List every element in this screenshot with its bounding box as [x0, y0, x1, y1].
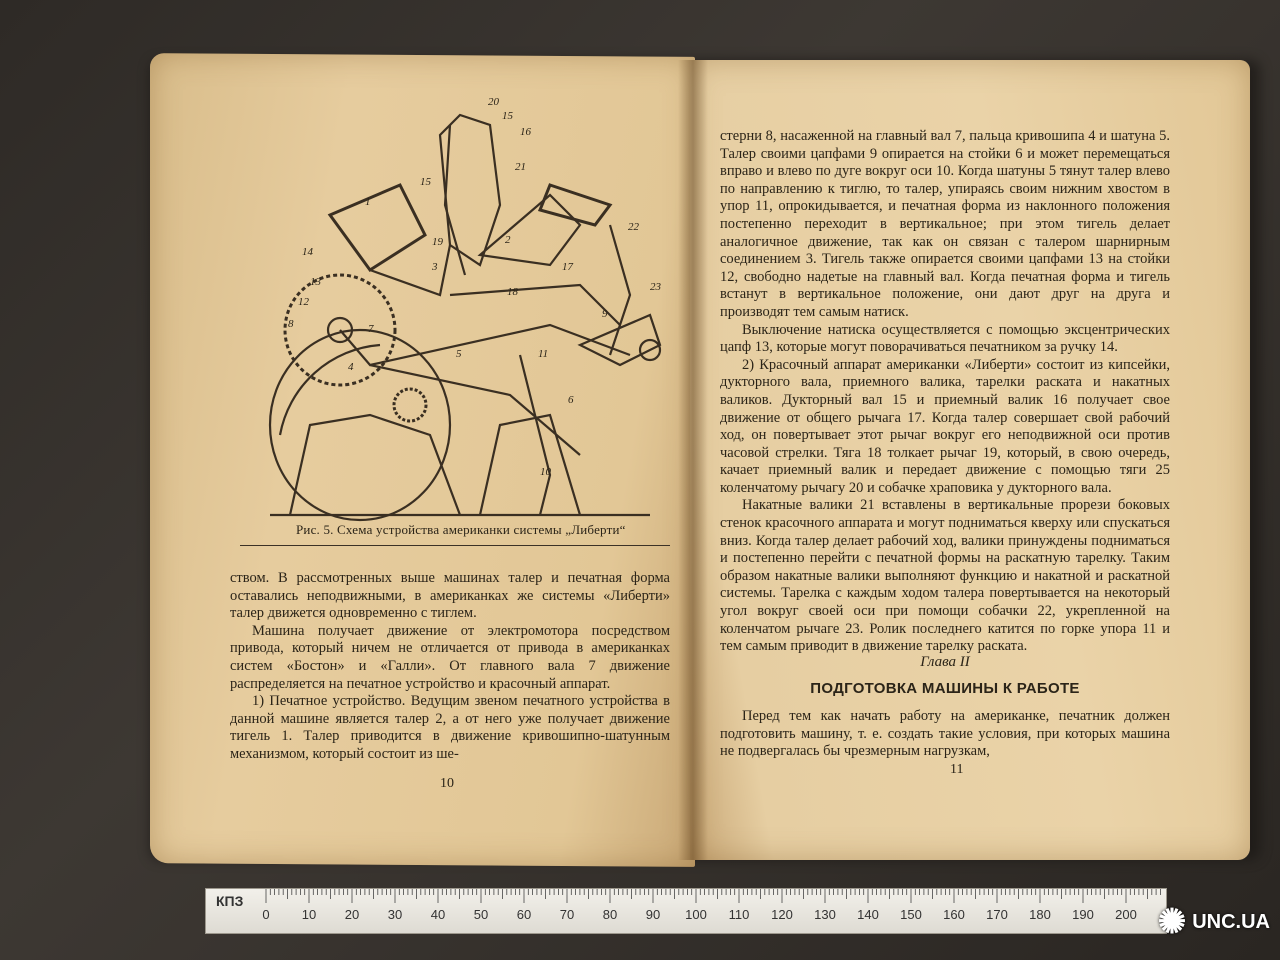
ruler-tick-label: 190 — [1072, 907, 1094, 922]
ruler-tick-label: 20 — [344, 907, 360, 922]
paragraph: Перед тем как начать работу на американке, печатник должен подготовить машину, т. е. создать такие условия, при которых машина не подвергалась бы чрезмерным нагрузкам, — [720, 708, 1170, 760]
paragraph: 1) Печатное устройство. Ведущим звеном печатного устройства в данной машине является талер 2, а от него уже получает движение тигель 1. Талер приводится в движение кривошипно-шатунным механизмом, который состоит из ше- — [230, 693, 670, 762]
fig-label: 13 — [310, 276, 321, 288]
ruler-tick-label: 80 — [602, 907, 618, 922]
ruler-tick-label: 0 — [262, 907, 270, 922]
paragraph: стерни 8, насаженной на главный вал 7, пальца кривошипа 4 и шатуна 5. Талер своими цапфами 9 опирается на стойки 6 и может перемещаться вправо и влево по дуге вокруг оси 10. Когда шатуны 5 тянут талер влево по направлению к тиглю, то талер, упираясь своим нижним хвостом в упор 11, опрокидывается, и печатная форма из наклонного положения постепенно переходит в вертикальное; при этом тигель делает аналогичное движение, так как он связан с талером шарнирным соединением 3. Тигель также опирается своими цапфами 13 на стойки 12, свободно надетые на главный вал. Когда печатная форма и тигель встанут в вертикальное положение, они дают друг на друга и производят тем самым натиск. — [720, 128, 1170, 320]
fig-label: 4 — [348, 361, 354, 373]
fig-label: 10 — [540, 466, 551, 478]
sparkle-icon: ✺ — [1157, 903, 1187, 941]
press-schematic-figure — [250, 95, 670, 535]
fig-label: 18 — [507, 286, 518, 298]
ruler-tick-label: 160 — [943, 907, 965, 922]
ruler-tick-label: 150 — [900, 907, 922, 922]
ruler-tick-label: 170 — [986, 907, 1008, 922]
caption-rule — [240, 545, 670, 546]
chapter-label: Глава II — [920, 654, 970, 670]
left-page-number: 10 — [440, 776, 454, 791]
fig-label: 20 — [488, 96, 499, 108]
fig-label: 23 — [650, 281, 661, 293]
fig-label: 11 — [538, 348, 549, 360]
fig-label: 2 — [505, 234, 511, 246]
book-gutter — [678, 60, 708, 860]
fig-label: 6 — [568, 394, 574, 406]
fig-label: 1 — [365, 196, 371, 208]
paragraph: Машина получает движение от электромотора посредством привода, который ничем не отличается от привода в американках систем «Бостон» и «Галли». От главного вала 7 движение распределяется на печатное устройство и красочный аппарат. — [230, 622, 670, 692]
ruler-tick-label: 40 — [430, 907, 446, 922]
ruler-tick-label: 110 — [728, 907, 750, 922]
fig-label: 5 — [456, 348, 462, 360]
fig-label: 15 — [420, 176, 431, 188]
chapter-heading: ПОДГОТОВКА МАШИНЫ К РАБОТЕ — [810, 680, 1080, 697]
fig-label: 17 — [562, 261, 573, 273]
fig-label: 22 — [628, 221, 639, 233]
ruler-tick-label: 60 — [516, 907, 532, 922]
fig-label: 16 — [520, 126, 531, 138]
ruler-tick-label: 10 — [301, 907, 317, 922]
fig-label: 14 — [302, 246, 313, 258]
ruler-tick-label: 100 — [685, 907, 707, 922]
ruler-tick-label: 140 — [857, 907, 879, 922]
right-page-number: 11 — [950, 762, 964, 777]
ruler-tick-label: 90 — [645, 907, 661, 922]
ruler-tick-label: 130 — [814, 907, 836, 922]
ruler-tick-label: 30 — [387, 907, 403, 922]
ruler-tick-label: 50 — [473, 907, 489, 922]
right-page-text — [720, 128, 1170, 656]
fig-label: 3 — [432, 261, 438, 273]
ruler-brand: КПЗ — [216, 893, 244, 909]
paragraph: 2) Красочный аппарат американки «Либерти» состоит из кипсейки, дукторного вала, приемного валика, тарелки раската и накатных валиков. Дукторный вал 15 и приемный валик 16 получает свое движение от общего рычага 17. Когда талер совершает свой рабочий ход, он повертывает этот рычаг вокруг его неподвижной оси против часовой стрелки. Тяга 18 толкает рычаг 19, который, в свою очередь, качает приемный валик и передает движение с помощью тяги 25 коленчатому рычагу 20 и собачке храповика у дукторного вала. — [720, 356, 1170, 496]
figure-caption: Рис. 5. Схема устройства американки системы „Либерти“ — [296, 522, 626, 537]
fig-label: 21 — [515, 161, 526, 173]
fig-label: 12 — [298, 296, 309, 308]
fig-label: 8 — [288, 318, 294, 330]
fig-label: 9 — [602, 308, 608, 320]
paragraph: Накатные валики 21 вставлены в вертикальные прорези боковых стенок красочного аппарата и могут подниматься кверху или спускаться вниз. Когда талер делает рабочий ход, валики принуждены подниматься и постепенно перейти с печатной формы на раскатную тарелку. Таким образом накатные валики выполняют функцию и накатной и раскатной системы. Тарелка с каждым ходом талера повертывается на некоторый угол вокруг своей оси при помощи собачки 22, укрепленной на коленчатом рычаге 23. Ролик последнего катится по горке упора 11 и тем самым приводит в движение тарелку раската. — [720, 497, 1170, 655]
left-page-text — [230, 570, 670, 764]
fig-label: 15 — [502, 110, 513, 122]
chapter-intro-text — [720, 708, 1170, 761]
fig-label: 19 — [432, 236, 443, 248]
ruler-tick-label: 70 — [559, 907, 575, 922]
paragraph: ством. В рассмотренных выше машинах талер и печатная форма оставались неподвижными, в американках же системы «Либерти» талер движется одновременно с тиглем. — [230, 570, 670, 622]
ruler-tick-label: 120 — [771, 907, 793, 922]
fig-label: 7 — [368, 323, 374, 335]
ruler-scale — [206, 889, 1166, 933]
paragraph: Выключение натиска осуществляется с помощью эксцентрических цапф 13, которые могут поворачиваться печатником за ручку 14. — [720, 321, 1170, 356]
measuring-ruler — [205, 888, 1167, 934]
ruler-tick-label: 200 — [1115, 907, 1137, 922]
ruler-tick-label: 180 — [1029, 907, 1051, 922]
watermark — [1158, 902, 1270, 942]
watermark-text: UNC.UA — [1192, 910, 1270, 933]
